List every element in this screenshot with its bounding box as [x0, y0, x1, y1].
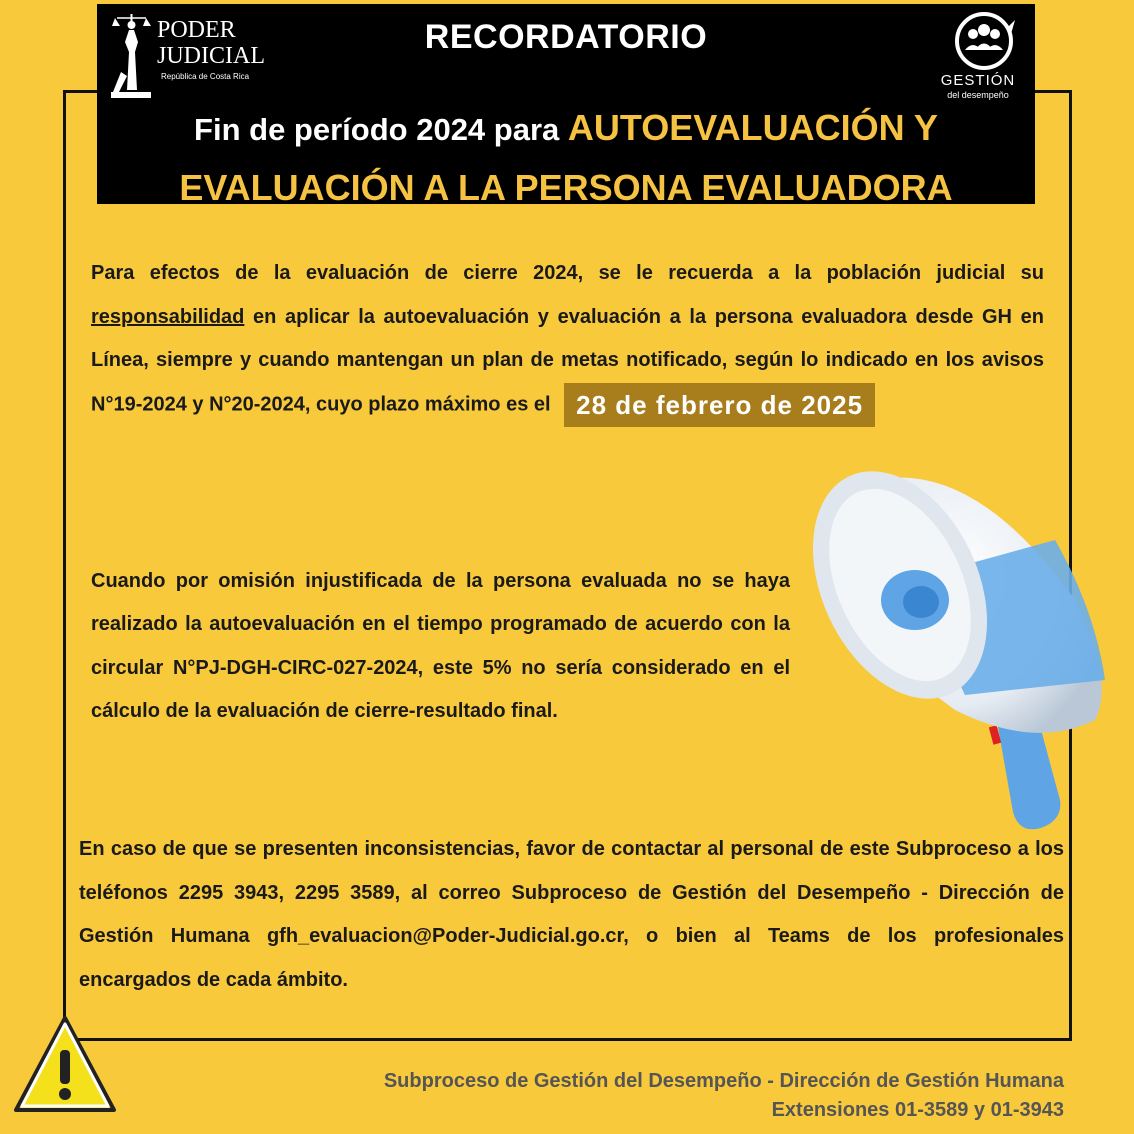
title-yellow-part: AUTOEVALUACIÓN Y EVALUACIÓN A LA PERSONA EVALUADORA [179, 107, 953, 208]
paragraph-omision: Cuando por omisión injustificada de la persona evaluada no se haya realizado la autoevaluación en el tiempo programado de acuerdo con la circular N°PJ-DGH-CIRC-027-2024, este 5% no sería considerado en el cálculo de la evaluación de cierre-resultado final. [91, 570, 790, 722]
megaphone-icon [805, 450, 1130, 840]
paragraph-contacto: En caso de que se presenten inconsistencias, favor de contactar al personal de este Subproceso a los teléfonos 2295 3943, 2295 3589, al correo Subproceso de Gestión del Desempeño - Dirección de Gestión Humana gfh_evaluacion@Poder-Judicial.go.cr, o bien al Teams de los profesionales encargados de cada ámbito. [79, 838, 1064, 991]
logo-line-gestion: GESTIÓN [940, 72, 1016, 89]
logo-line-republica: República de Costa Rica [161, 72, 250, 81]
title-white-part: Fin de período 2024 para [194, 112, 568, 147]
header-banner [97, 4, 1035, 208]
logo-line-desempeno: del desempeño [947, 90, 1009, 100]
paragraph1-text-b: en aplicar la autoevaluación y evaluación a la persona evaluadora desde GH en Línea, siempre y cuando mantengan un plan de metas notificado, según lo indicado en los avisos N°19-2024 y N°20-2024, cuyo plazo máximo es el [91, 305, 1044, 415]
warning-icon [10, 1010, 120, 1120]
logo-line-judicial: JUDICIAL [157, 43, 265, 69]
paragraph1-underlined: responsabilidad [91, 305, 245, 328]
footer-extensiones: Extensiones 01-3589 y 01-3943 [771, 1099, 1064, 1121]
page-title [97, 102, 1035, 222]
badge-recordatorio: RECORDATORIO [424, 18, 708, 56]
logo-line-poder: PODER [157, 17, 236, 43]
people-circle-icon [953, 10, 1015, 72]
deadline-highlight: 28 de febrero de 2025 [564, 383, 875, 427]
footer-subproceso: Subproceso de Gestión del Desempeño - Dirección de Gestión Humana [383, 1070, 1064, 1092]
gestion-desempeno-logo [929, 10, 1029, 105]
paragraph1-text-a: Para efectos de la evaluación de cierre 2024, se le recuerda a la población judicial su [91, 262, 1044, 284]
paragraph-responsabilidad [91, 252, 1044, 427]
